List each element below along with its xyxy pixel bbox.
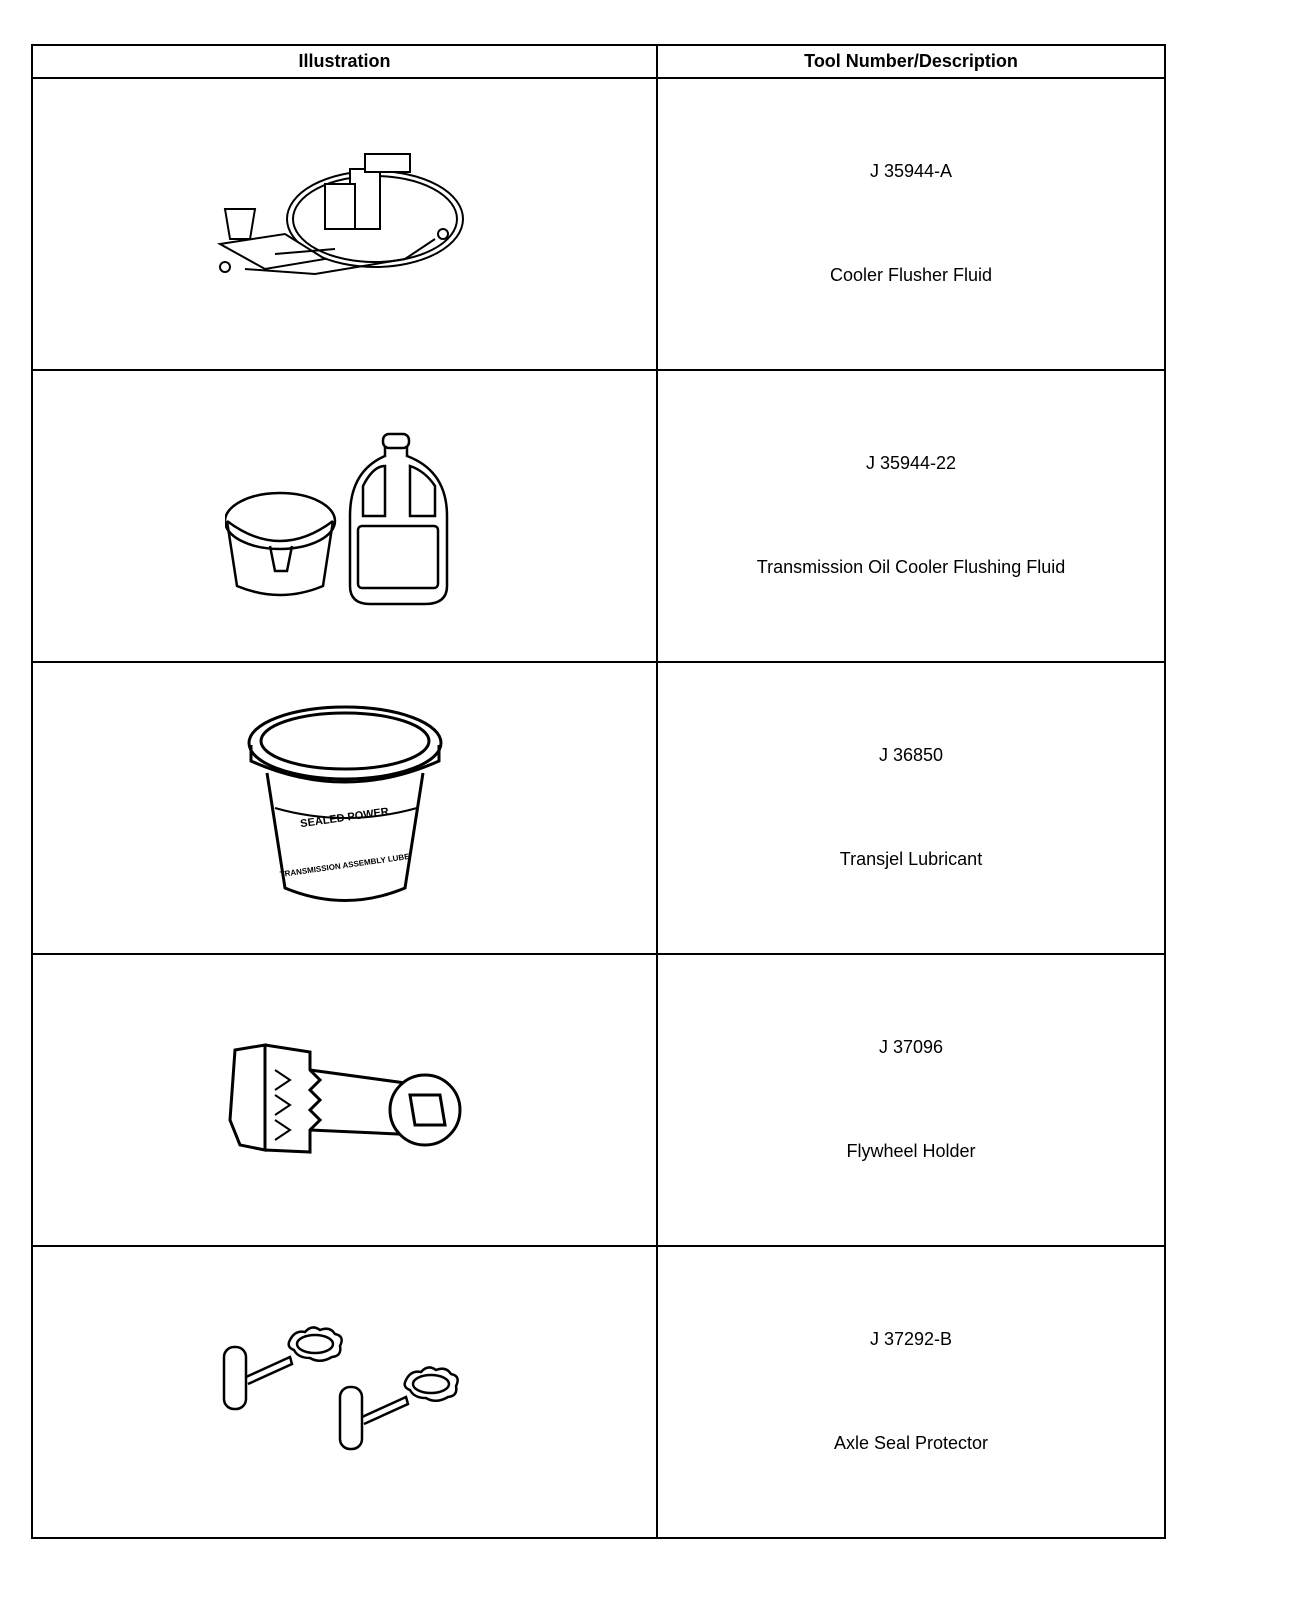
description-cell: [657, 662, 1165, 954]
table-row: [32, 954, 1165, 1246]
tub-product-label: TRANSMISSION ASSEMBLY LUBE: [278, 851, 410, 880]
header-illustration: Illustration: [32, 45, 657, 78]
lubricant-tub-icon: [245, 703, 445, 913]
tool-number: J 36850: [878, 745, 944, 765]
description-cell: [657, 954, 1165, 1246]
flywheel-holder-icon: [225, 1040, 465, 1160]
bucket-and-jug-icon: [225, 426, 465, 606]
tool-number: J 35944-22: [865, 453, 957, 473]
tool-number: J 37096: [878, 1037, 944, 1057]
illustration-cell: [32, 78, 657, 370]
table-row: [32, 662, 1165, 954]
table-row: [32, 78, 1165, 370]
special-tools-table: [31, 44, 1166, 1539]
header-tool-number-description: Tool Number/Description: [657, 45, 1165, 78]
tool-number: J 37292-B: [869, 1329, 953, 1349]
illustration-cell: [32, 954, 657, 1246]
tool-description: Transjel Lubricant: [839, 849, 983, 869]
illustration-cell: [32, 370, 657, 662]
description-cell: [657, 370, 1165, 662]
illustration-cell: [32, 662, 657, 954]
table-header-row: [32, 45, 1165, 78]
tub-brand-label: SEALED POWER: [299, 805, 390, 831]
tool-description: Transmission Oil Cooler Flushing Fluid: [756, 557, 1066, 577]
tool-description: Axle Seal Protector: [833, 1433, 989, 1453]
cooler-flusher-icon: [205, 149, 485, 299]
table-row: [32, 1246, 1165, 1538]
tool-description: Flywheel Holder: [846, 1141, 976, 1161]
description-cell: [657, 78, 1165, 370]
tool-number: J 35944-A: [869, 161, 953, 181]
description-cell: [657, 1246, 1165, 1538]
illustration-cell: [32, 1246, 657, 1538]
axle-seal-protector-icon: [220, 1322, 470, 1462]
table-row: [32, 370, 1165, 662]
tool-description: Cooler Flusher Fluid: [829, 265, 993, 285]
